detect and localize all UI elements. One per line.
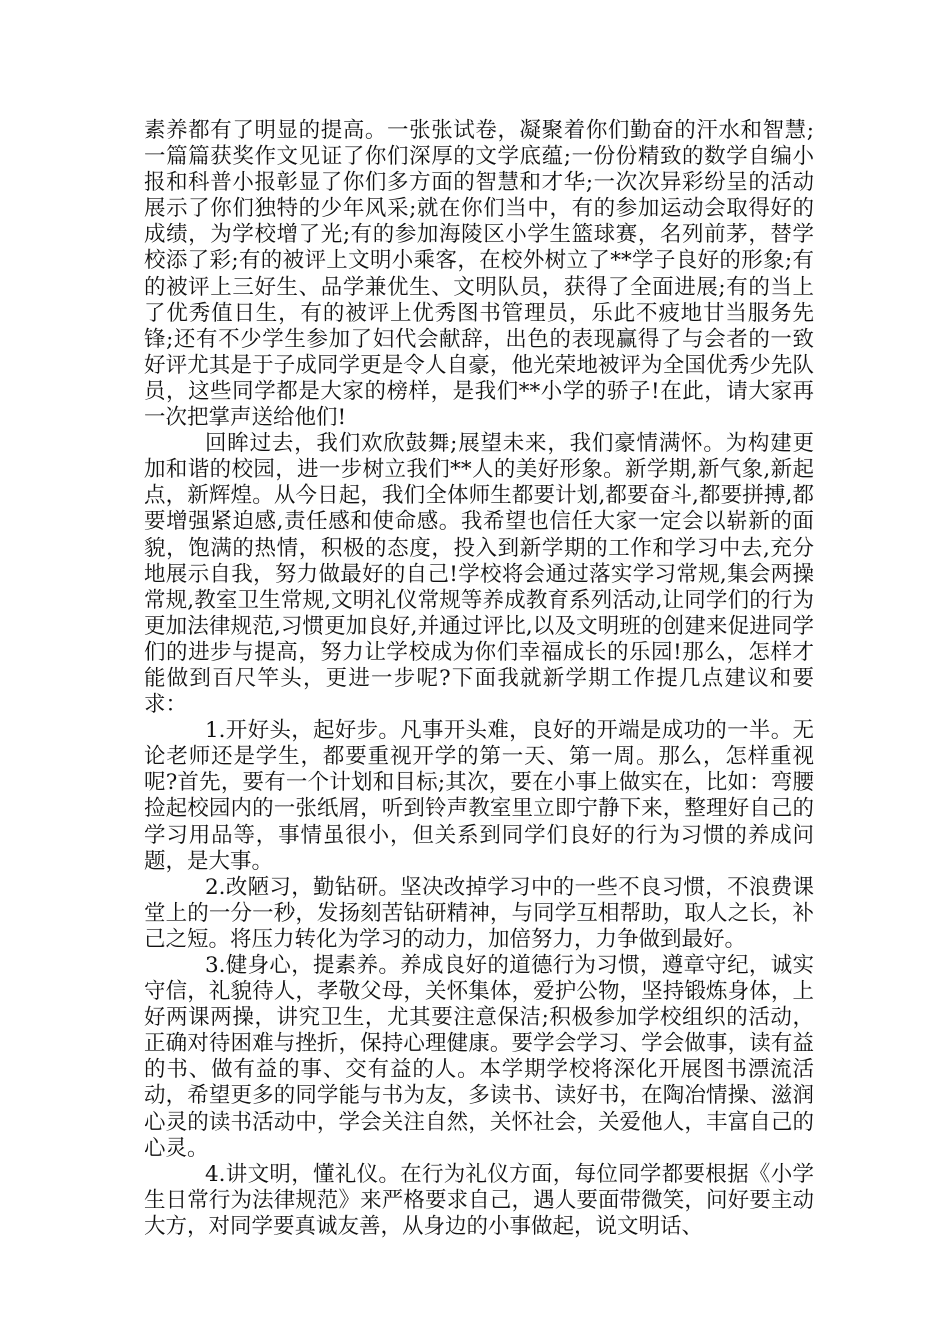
paragraph-point-1: 1.开好头，起好步。凡事开头难，良好的开端是成功的一半。无论老师还是学生，都要重视开学的第一天、第一周。那么，怎样重视呢?首先，要有一个计划和目标;其次，要在小事上做实在，比如：弯腰捡起校园内的一张纸屑，听到铃声教室里立即宁静下来，整理好自己的学习用品等，事情虽很小，但关系到同学们良好的行为习惯的养成问题，是大事。 [144, 718, 814, 874]
paragraph-point-3: 3.健身心，提素养。养成良好的道德行为习惯，遵章守纪，诚实守信，礼貌待人，孝敬父母，关怀集体，爱护公物，坚持锻炼身体，上好两课两操，讲究卫生，尤其要注意保洁;积极参加学校组织的活动，正确对待困难与挫折，保持心理健康。要学会学习、学会做事，读有益的书、做有益的事、交有益的人。本学期学校将深化开展图书漂流活动，希望更多的同学能与书为友，多读书、读好书，在陶冶情操、滋润心灵的读书活动中，学会关注自然，关怀社会，关爱他人，丰富自己的心灵。 [144, 953, 814, 1161]
paragraph-outlook: 回眸过去，我们欢欣鼓舞;展望未来，我们豪情满怀。为构建更加和谐的校园，进一步树立我们**人的美好形象。新学期,新气象,新起点，新辉煌。从今日起，我们全体师生都要计划,都要奋斗,都要拼搏,都要增强紧迫感,责任感和使命感。我希望也信任大家一定会以崭新的面貌，饱满的热情，积极的态度，投入到新学期的工作和学习中去,充分地展示自我，努力做最好的自己!学校将会通过落实学习常规,集会两操常规,教室卫生常规,文明礼仪常规等养成教育系列活动,让同学们的行为更加法律规范,习惯更加良好,并通过评比,以及文明班的创建来促进同学们的进步与提高，努力让学校成为你们幸福成长的乐园!那么，怎样才能做到百尺竿头，更进一步呢?下面我就新学期工作提几点建议和要求： [144, 431, 814, 718]
paragraph-point-2: 2.改陋习，勤钻研。坚决改掉学习中的一些不良习惯，不浪费课堂上的一分一秒，发扬刻苦钻研精神，与同学互相帮助，取人之长，补己之短。将压力转化为学习的动力，加倍努力，力争做到最好。 [144, 874, 814, 952]
document-body [144, 118, 814, 1240]
paragraph-continuation: 素养都有了明显的提高。一张张试卷，凝聚着你们勤奋的汗水和智慧;一篇篇获奖作文见证了你们深厚的文学底蕴;一份份精致的数学自编小报和科普小报彰显了你们多方面的智慧和才华;一次次异彩纷呈的活动展示了你们独特的少年风采;就在你们当中，有的参加运动会取得好的成绩，为学校增了光;有的参加海陵区小学生篮球赛，名列前茅，替学校添了彩;有的被评上文明小乘客，在校外树立了**学子良好的形象;有的被评上三好生、品学兼优生、文明队员，获得了全面进展;有的当上了优秀值日生，有的被评上优秀图书管理员，乐此不疲地甘当服务先锋;还有不少学生参加了妇代会献辞，出色的表现赢得了与会者的一致好评尤其是于子成同学更是令人自豪，他光荣地被评为全国优秀少先队员，这些同学都是大家的榜样，是我们**小学的骄子!在此，请大家再一次把掌声送给他们! [144, 118, 814, 431]
paragraph-point-4: 4.讲文明，懂礼仪。在行为礼仪方面，每位同学都要根据《小学生日常行为法律规范》来严格要求自己，遇人要面带微笑，问好要主动大方，对同学要真诚友善，从身边的小事做起，说文明话、 [144, 1161, 814, 1239]
